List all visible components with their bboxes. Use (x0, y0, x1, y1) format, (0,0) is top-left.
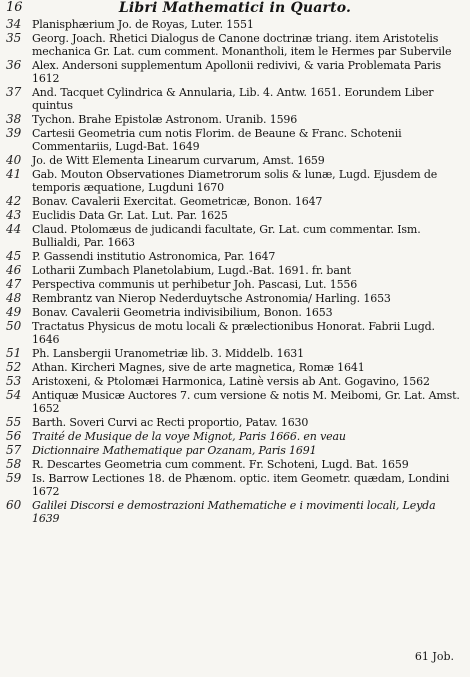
entry-text: Georg. Joach. Rhetici Dialogus de Canone doctrinæ triang. item Aristotelis mechanica Gr. Lat. cum comment. Monantholi, item le Hermes par Subervile (32, 32, 452, 58)
list-item (6, 223, 464, 249)
entry-text: Euclidis Data Gr. Lat. Lut. Par. 1625 (32, 209, 228, 222)
entry-number: 42 (6, 194, 22, 208)
entry-text: Perspectiva communis ut perhibetur Joh. Pascasi, Lut. 1556 (32, 278, 358, 291)
list-item (6, 472, 464, 498)
entry-list (6, 18, 464, 526)
entry-number: 37 (6, 85, 22, 99)
entry-number: 40 (6, 153, 22, 167)
entry-number: 43 (6, 208, 22, 222)
entry-text: Planisphærium Jo. de Royas, Luter. 1551 (32, 18, 254, 31)
list-item (6, 292, 464, 305)
entry-text: Tractatus Physicus de motu locali & prælectionibus Honorat. Fabrii Lugd. 1646 (32, 320, 435, 346)
entry-text: Is. Barrow Lectiones 18. de Phænom. optic. item Geometr. quædam, Londini 1672 (32, 472, 450, 498)
page-number: 16 (6, 0, 23, 15)
entry-text: Cartesii Geometria cum notis Florim. de Beaune & Franc. Schotenii Commentariis, Lugd-Bat. 1649 (32, 127, 402, 153)
entry-number: 51 (6, 346, 22, 360)
entry-number: 34 (6, 17, 22, 31)
list-item (6, 416, 464, 429)
list-item (6, 499, 464, 525)
entry-text: Lotharii Zumbach Planetolabium, Lugd.-Bat. 1691. fr. bant (32, 264, 351, 277)
list-item (6, 195, 464, 208)
entry-number: 46 (6, 263, 22, 277)
entry-text: Antiquæ Musicæ Auctores 7. cum versione & notis M. Meibomi, Gr. Lat. Amst. 1652 (32, 389, 460, 415)
entry-number: 36 (6, 58, 22, 72)
list-item (6, 32, 464, 58)
entry-text: P. Gassendi institutio Astronomica, Par. 1647 (32, 250, 276, 263)
entry-text: Claud. Ptolomæus de judicandi facultate, Gr. Lat. cum commentar. Ism. Bullialdi, Par. 1663 (32, 223, 421, 249)
list-item (6, 113, 464, 126)
entry-number: 47 (6, 277, 22, 291)
catchword: 61 Job. (414, 650, 454, 663)
list-item (6, 444, 464, 457)
entry-number: 48 (6, 291, 22, 305)
entry-number: 60 (6, 498, 22, 512)
entry-text: Barth. Soveri Curvi ac Recti proportio, Patav. 1630 (32, 416, 309, 429)
list-item (6, 86, 464, 112)
entry-number: 59 (6, 471, 22, 485)
entry-number: 55 (6, 415, 22, 429)
entry-text: Dictionnaire Mathematique par Ozanam, Paris 1691 (32, 444, 317, 457)
entry-number: 38 (6, 112, 22, 126)
entry-number: 44 (6, 222, 22, 236)
list-item (6, 430, 464, 443)
entry-text: Galilei Discorsi e demostrazioni Mathematiche e i movimenti locali, Leyda 1639 (32, 499, 436, 525)
entry-number: 45 (6, 249, 22, 263)
entry-text: Bonav. Cavalerii Geometria indivisibilium, Bonon. 1653 (32, 306, 333, 319)
entry-text: Athan. Kircheri Magnes, sive de arte magnetica, Romæ 1641 (32, 361, 365, 374)
list-item (6, 361, 464, 374)
entry-number: 54 (6, 388, 22, 402)
entry-text: Bonav. Cavalerii Exercitat. Geometricæ, Bonon. 1647 (32, 195, 323, 208)
list-item (6, 18, 464, 31)
entry-number: 35 (6, 31, 22, 45)
entry-number: 58 (6, 457, 22, 471)
entry-text: Tychon. Brahe Epistolæ Astronom. Uranib. 1596 (32, 113, 298, 126)
entry-number: 49 (6, 305, 22, 319)
entry-text: R. Descartes Geometria cum comment. Fr. Schoteni, Lugd. Bat. 1659 (32, 458, 409, 471)
list-item (6, 458, 464, 471)
entry-text: Rembrantz van Nierop Nederduytsche Astronomia/ Harling. 1653 (32, 292, 391, 305)
entry-text: Aristoxeni, & Ptolomæi Harmonica, Latinè versis ab Ant. Gogavino, 1562 (32, 375, 430, 388)
entry-number: 53 (6, 374, 22, 388)
list-item (6, 59, 464, 85)
list-item (6, 389, 464, 415)
list-item (6, 320, 464, 346)
entry-text: Alex. Andersoni supplementum Apollonii redivivi, & varia Problemata Paris 1612 (32, 59, 441, 85)
entry-text: Jo. de Witt Elementa Linearum curvarum, Amst. 1659 (32, 154, 325, 167)
entry-number: 39 (6, 126, 22, 140)
entry-text: Traité de Musique de la voye Mignot, Paris 1666. en veau (32, 430, 346, 443)
page-header: Libri Mathematici in Quarto. (118, 0, 352, 16)
entry-text: And. Tacquet Cylindrica & Annularia, Lib. 4. Antw. 1651. Eorundem Liber quintus (32, 86, 434, 112)
list-item (6, 306, 464, 319)
list-item (6, 278, 464, 291)
list-item (6, 209, 464, 222)
entry-number: 52 (6, 360, 22, 374)
entry-number: 56 (6, 429, 22, 443)
list-item (6, 347, 464, 360)
entry-text: Ph. Lansbergii Uranometriæ lib. 3. Middelb. 1631 (32, 347, 305, 360)
list-item (6, 264, 464, 277)
entry-number: 50 (6, 319, 22, 333)
list-item (6, 127, 464, 153)
list-item (6, 154, 464, 167)
entry-text: Gab. Mouton Observationes Diametrorum solis & lunæ, Lugd. Ejusdem de temporis æquatione, Lugduni 1670 (32, 168, 438, 194)
entry-number: 41 (6, 167, 22, 181)
list-item (6, 250, 464, 263)
list-item (6, 168, 464, 194)
list-item (6, 375, 464, 388)
entry-number: 57 (6, 443, 22, 457)
